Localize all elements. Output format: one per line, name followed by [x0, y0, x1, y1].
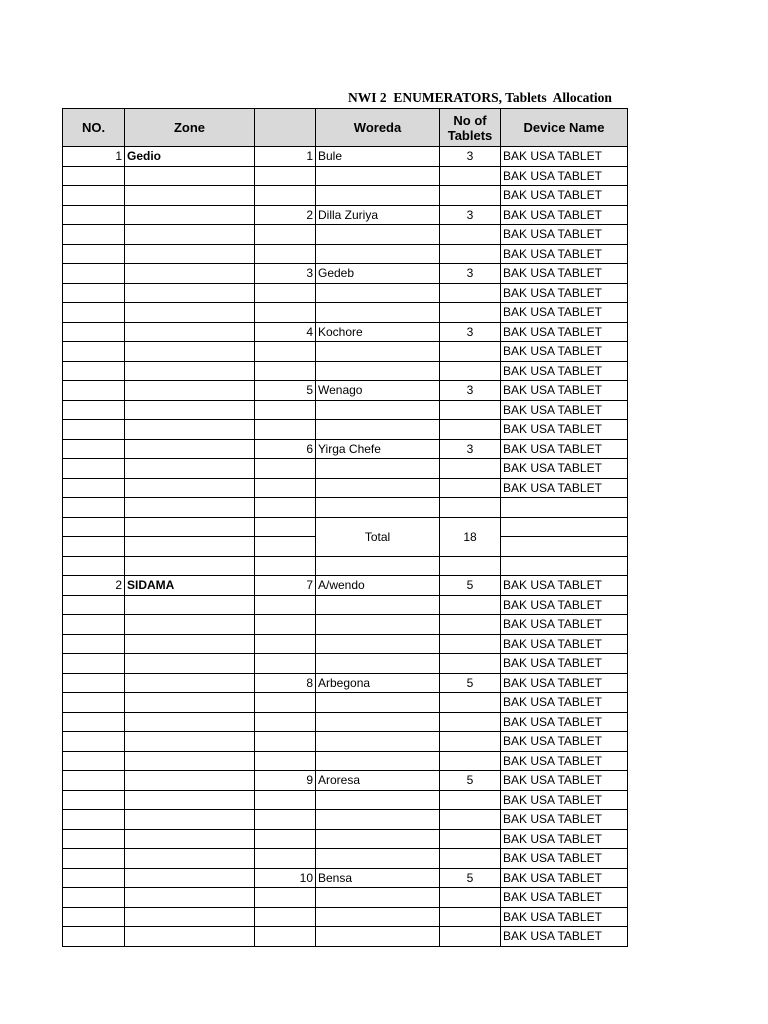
device-cell: BAK USA TABLET — [501, 322, 628, 342]
table-row — [63, 478, 628, 498]
device-cell: BAK USA TABLET — [501, 615, 628, 635]
woreda-no-cell — [255, 634, 316, 654]
zone-cell — [125, 712, 255, 732]
woreda-cell — [316, 751, 440, 771]
woreda-cell — [316, 283, 440, 303]
woreda-cell — [316, 849, 440, 869]
woreda-no-cell — [255, 751, 316, 771]
woreda-cell — [316, 303, 440, 323]
woreda-no-cell — [255, 927, 316, 947]
zone-cell: Gedio — [125, 147, 255, 167]
woreda-no-cell — [255, 907, 316, 927]
zone-cell — [125, 732, 255, 752]
row-no-cell — [63, 654, 125, 674]
woreda-cell — [316, 829, 440, 849]
row-no-cell — [63, 283, 125, 303]
woreda-cell — [316, 595, 440, 615]
header-no: NO. — [63, 109, 125, 147]
row-no-cell: 2 — [63, 576, 125, 596]
header-tablets: No of Tablets — [440, 109, 501, 147]
woreda-no-cell — [255, 693, 316, 713]
total-label: Total — [316, 517, 440, 556]
device-cell: BAK USA TABLET — [501, 810, 628, 830]
table-row — [63, 868, 628, 888]
woreda-cell — [316, 225, 440, 245]
device-cell: BAK USA TABLET — [501, 732, 628, 752]
table-row — [63, 927, 628, 947]
tablets-cell — [440, 712, 501, 732]
woreda-cell — [316, 732, 440, 752]
header-device: Device Name — [501, 109, 628, 147]
woreda-cell: Aroresa — [316, 771, 440, 791]
woreda-no-cell — [255, 361, 316, 381]
zone-cell — [125, 693, 255, 713]
woreda-no-cell — [255, 498, 316, 518]
device-cell: BAK USA TABLET — [501, 693, 628, 713]
table-row — [63, 186, 628, 206]
device-cell: BAK USA TABLET — [501, 205, 628, 225]
row-no-cell — [63, 673, 125, 693]
total-row — [63, 517, 628, 537]
row-no-cell — [63, 166, 125, 186]
cell — [255, 517, 316, 537]
woreda-no-cell — [255, 342, 316, 362]
device-cell: BAK USA TABLET — [501, 712, 628, 732]
woreda-no-cell — [255, 790, 316, 810]
table-row — [63, 810, 628, 830]
zone-cell — [125, 166, 255, 186]
tablets-cell: 5 — [440, 868, 501, 888]
woreda-cell — [316, 907, 440, 927]
table-row — [63, 400, 628, 420]
row-no-cell — [63, 829, 125, 849]
woreda-no-cell: 2 — [255, 205, 316, 225]
table-row — [63, 459, 628, 479]
device-cell: BAK USA TABLET — [501, 400, 628, 420]
table-row — [63, 771, 628, 791]
woreda-no-cell — [255, 478, 316, 498]
woreda-no-cell: 1 — [255, 147, 316, 167]
row-no-cell — [63, 712, 125, 732]
woreda-no-cell: 6 — [255, 439, 316, 459]
header-woreda: Woreda — [316, 109, 440, 147]
woreda-cell — [316, 186, 440, 206]
tablets-cell: 5 — [440, 771, 501, 791]
table-row — [63, 439, 628, 459]
cell — [63, 556, 125, 576]
woreda-no-cell — [255, 459, 316, 479]
row-no-cell — [63, 361, 125, 381]
tablets-cell — [440, 810, 501, 830]
device-cell: BAK USA TABLET — [501, 478, 628, 498]
device-cell: BAK USA TABLET — [501, 186, 628, 206]
woreda-cell — [316, 810, 440, 830]
tablets-cell: 3 — [440, 205, 501, 225]
woreda-no-cell — [255, 732, 316, 752]
table-row — [63, 147, 628, 167]
woreda-cell — [316, 459, 440, 479]
woreda-no-cell — [255, 166, 316, 186]
woreda-cell — [316, 361, 440, 381]
woreda-cell: Bule — [316, 147, 440, 167]
row-no-cell — [63, 849, 125, 869]
woreda-cell: Arbegona — [316, 673, 440, 693]
row-no-cell — [63, 244, 125, 264]
woreda-no-cell — [255, 595, 316, 615]
device-cell: BAK USA TABLET — [501, 673, 628, 693]
cell — [125, 517, 255, 537]
zone-cell — [125, 264, 255, 284]
woreda-cell — [316, 478, 440, 498]
header-row — [63, 109, 628, 147]
row-no-cell — [63, 927, 125, 947]
device-cell: BAK USA TABLET — [501, 771, 628, 791]
table-row — [63, 361, 628, 381]
woreda-no-cell — [255, 829, 316, 849]
table-row — [63, 634, 628, 654]
woreda-no-cell: 10 — [255, 868, 316, 888]
zone-cell — [125, 829, 255, 849]
table-row — [63, 381, 628, 401]
device-cell: BAK USA TABLET — [501, 283, 628, 303]
cell — [501, 556, 628, 576]
header-zone: Zone — [125, 109, 255, 147]
woreda-cell — [316, 888, 440, 908]
cell — [63, 537, 125, 557]
zone-cell — [125, 868, 255, 888]
table-row — [63, 264, 628, 284]
zone-cell — [125, 225, 255, 245]
tablets-cell — [440, 615, 501, 635]
blank-row — [63, 556, 628, 576]
zone-cell — [125, 615, 255, 635]
row-no-cell — [63, 732, 125, 752]
zone-cell — [125, 771, 255, 791]
tablets-cell — [440, 693, 501, 713]
zone-cell — [125, 303, 255, 323]
table-row — [63, 225, 628, 245]
cell — [255, 537, 316, 557]
zone-cell — [125, 342, 255, 362]
woreda-cell: Kochore — [316, 322, 440, 342]
tablets-cell — [440, 732, 501, 752]
row-no-cell — [63, 400, 125, 420]
device-cell: BAK USA TABLET — [501, 907, 628, 927]
tablets-cell — [440, 166, 501, 186]
tablets-cell — [440, 888, 501, 908]
cell — [501, 537, 628, 557]
device-cell: BAK USA TABLET — [501, 361, 628, 381]
table-row — [63, 790, 628, 810]
table-row — [63, 283, 628, 303]
row-no-cell — [63, 420, 125, 440]
tablets-cell: 3 — [440, 439, 501, 459]
zone-cell — [125, 810, 255, 830]
tablets-cell — [440, 595, 501, 615]
woreda-cell: Wenago — [316, 381, 440, 401]
table-row — [63, 673, 628, 693]
zone-cell — [125, 849, 255, 869]
device-cell: BAK USA TABLET — [501, 751, 628, 771]
header-woreda-no — [255, 109, 316, 147]
device-cell: BAK USA TABLET — [501, 381, 628, 401]
woreda-cell: Dilla Zuriya — [316, 205, 440, 225]
woreda-no-cell — [255, 244, 316, 264]
cell — [255, 556, 316, 576]
cell — [501, 517, 628, 537]
tablets-cell — [440, 654, 501, 674]
woreda-no-cell — [255, 303, 316, 323]
row-no-cell — [63, 225, 125, 245]
tablets-cell: 3 — [440, 322, 501, 342]
woreda-no-cell — [255, 810, 316, 830]
row-no-cell — [63, 907, 125, 927]
device-cell: BAK USA TABLET — [501, 244, 628, 264]
zone-cell — [125, 205, 255, 225]
table-row — [63, 888, 628, 908]
device-cell: BAK USA TABLET — [501, 225, 628, 245]
tablets-cell: 3 — [440, 147, 501, 167]
tablets-cell — [440, 751, 501, 771]
device-cell: BAK USA TABLET — [501, 595, 628, 615]
woreda-cell — [316, 342, 440, 362]
zone-cell — [125, 439, 255, 459]
tablets-cell: 3 — [440, 264, 501, 284]
tablets-cell — [440, 186, 501, 206]
zone-cell — [125, 927, 255, 947]
zone-cell: SIDAMA — [125, 576, 255, 596]
woreda-no-cell: 7 — [255, 576, 316, 596]
zone-cell — [125, 654, 255, 674]
woreda-no-cell — [255, 615, 316, 635]
sidama-section — [63, 576, 628, 947]
woreda-cell — [316, 712, 440, 732]
tablets-cell — [440, 225, 501, 245]
tablets-cell — [440, 634, 501, 654]
tablets-cell — [440, 498, 501, 518]
row-no-cell — [63, 615, 125, 635]
woreda-cell — [316, 790, 440, 810]
device-cell: BAK USA TABLET — [501, 634, 628, 654]
row-no-cell — [63, 790, 125, 810]
cell — [316, 556, 440, 576]
table-row — [63, 654, 628, 674]
tablets-cell: 5 — [440, 576, 501, 596]
zone-cell — [125, 244, 255, 264]
tablets-cell — [440, 342, 501, 362]
cell — [125, 556, 255, 576]
table-row — [63, 751, 628, 771]
woreda-no-cell — [255, 654, 316, 674]
row-no-cell — [63, 342, 125, 362]
device-cell: BAK USA TABLET — [501, 927, 628, 947]
zone-cell — [125, 381, 255, 401]
cell — [440, 556, 501, 576]
zone-cell — [125, 361, 255, 381]
table-row — [63, 732, 628, 752]
table-row — [63, 829, 628, 849]
zone-cell — [125, 790, 255, 810]
zone-cell — [125, 595, 255, 615]
table-row — [63, 322, 628, 342]
row-no-cell — [63, 810, 125, 830]
device-cell: BAK USA TABLET — [501, 849, 628, 869]
row-no-cell — [63, 303, 125, 323]
woreda-cell: Yirga Chefe — [316, 439, 440, 459]
zone-cell — [125, 673, 255, 693]
row-no-cell — [63, 771, 125, 791]
table-row — [63, 420, 628, 440]
device-cell: BAK USA TABLET — [501, 166, 628, 186]
device-cell: BAK USA TABLET — [501, 342, 628, 362]
woreda-cell — [316, 654, 440, 674]
cell — [63, 517, 125, 537]
row-no-cell — [63, 634, 125, 654]
table-row — [63, 244, 628, 264]
row-no-cell — [63, 888, 125, 908]
device-cell: BAK USA TABLET — [501, 888, 628, 908]
row-no-cell — [63, 205, 125, 225]
woreda-no-cell: 4 — [255, 322, 316, 342]
table-row — [63, 342, 628, 362]
row-no-cell — [63, 868, 125, 888]
row-no-cell — [63, 693, 125, 713]
zone-cell — [125, 186, 255, 206]
woreda-cell: Gedeb — [316, 264, 440, 284]
device-cell: BAK USA TABLET — [501, 576, 628, 596]
device-cell: BAK USA TABLET — [501, 459, 628, 479]
device-cell: BAK USA TABLET — [501, 420, 628, 440]
woreda-no-cell — [255, 712, 316, 732]
woreda-cell — [316, 166, 440, 186]
zone-cell — [125, 888, 255, 908]
zone-cell — [125, 478, 255, 498]
table-row — [63, 712, 628, 732]
table-row — [63, 849, 628, 869]
woreda-no-cell — [255, 849, 316, 869]
row-no-cell — [63, 381, 125, 401]
zone-cell — [125, 634, 255, 654]
tablets-cell — [440, 400, 501, 420]
woreda-no-cell — [255, 283, 316, 303]
device-cell: BAK USA TABLET — [501, 264, 628, 284]
row-no-cell — [63, 264, 125, 284]
cell — [125, 537, 255, 557]
gedio-section — [63, 147, 628, 518]
tablets-cell — [440, 849, 501, 869]
table-row — [63, 576, 628, 596]
woreda-cell — [316, 927, 440, 947]
tablets-cell — [440, 478, 501, 498]
row-no-cell — [63, 186, 125, 206]
device-cell: BAK USA TABLET — [501, 303, 628, 323]
zone-cell — [125, 907, 255, 927]
tablets-cell — [440, 361, 501, 381]
device-cell: BAK USA TABLET — [501, 790, 628, 810]
zone-cell — [125, 283, 255, 303]
row-no-cell — [63, 478, 125, 498]
zone-cell — [125, 498, 255, 518]
woreda-cell: A/wendo — [316, 576, 440, 596]
device-cell: BAK USA TABLET — [501, 439, 628, 459]
total-section — [63, 517, 628, 576]
total-value: 18 — [440, 517, 501, 556]
woreda-cell — [316, 420, 440, 440]
tablets-cell — [440, 420, 501, 440]
row-no-cell: 1 — [63, 147, 125, 167]
table-row — [63, 595, 628, 615]
zone-cell — [125, 400, 255, 420]
woreda-no-cell — [255, 420, 316, 440]
woreda-no-cell — [255, 225, 316, 245]
tablets-cell — [440, 907, 501, 927]
tablets-cell — [440, 790, 501, 810]
row-no-cell — [63, 322, 125, 342]
device-cell: BAK USA TABLET — [501, 654, 628, 674]
woreda-cell — [316, 634, 440, 654]
tablets-cell — [440, 459, 501, 479]
woreda-cell — [316, 615, 440, 635]
woreda-no-cell — [255, 888, 316, 908]
device-cell — [501, 498, 628, 518]
device-cell: BAK USA TABLET — [501, 829, 628, 849]
table-row — [63, 166, 628, 186]
row-no-cell — [63, 498, 125, 518]
tablets-cell — [440, 244, 501, 264]
table-row — [63, 303, 628, 323]
zone-cell — [125, 459, 255, 479]
table-row — [63, 693, 628, 713]
table-row — [63, 498, 628, 518]
row-no-cell — [63, 751, 125, 771]
allocation-table — [62, 108, 628, 947]
zone-cell — [125, 420, 255, 440]
woreda-cell: Bensa — [316, 868, 440, 888]
woreda-no-cell: 9 — [255, 771, 316, 791]
woreda-no-cell: 3 — [255, 264, 316, 284]
row-no-cell — [63, 459, 125, 479]
table-row — [63, 907, 628, 927]
tablets-cell: 3 — [440, 381, 501, 401]
tablets-cell: 5 — [440, 673, 501, 693]
tablets-cell — [440, 927, 501, 947]
table-row — [63, 615, 628, 635]
woreda-no-cell — [255, 400, 316, 420]
woreda-cell — [316, 244, 440, 264]
woreda-no-cell: 8 — [255, 673, 316, 693]
row-no-cell — [63, 595, 125, 615]
woreda-cell — [316, 498, 440, 518]
tablets-cell — [440, 303, 501, 323]
row-no-cell — [63, 439, 125, 459]
woreda-no-cell — [255, 186, 316, 206]
tablets-cell — [440, 283, 501, 303]
zone-cell — [125, 751, 255, 771]
woreda-cell — [316, 400, 440, 420]
zone-cell — [125, 322, 255, 342]
device-cell: BAK USA TABLET — [501, 868, 628, 888]
device-cell: BAK USA TABLET — [501, 147, 628, 167]
sheet-title: NWI 2 ENUMERATORS, Tablets Allocation — [348, 90, 612, 105]
woreda-no-cell: 5 — [255, 381, 316, 401]
table-row — [63, 205, 628, 225]
tablets-cell — [440, 829, 501, 849]
woreda-cell — [316, 693, 440, 713]
